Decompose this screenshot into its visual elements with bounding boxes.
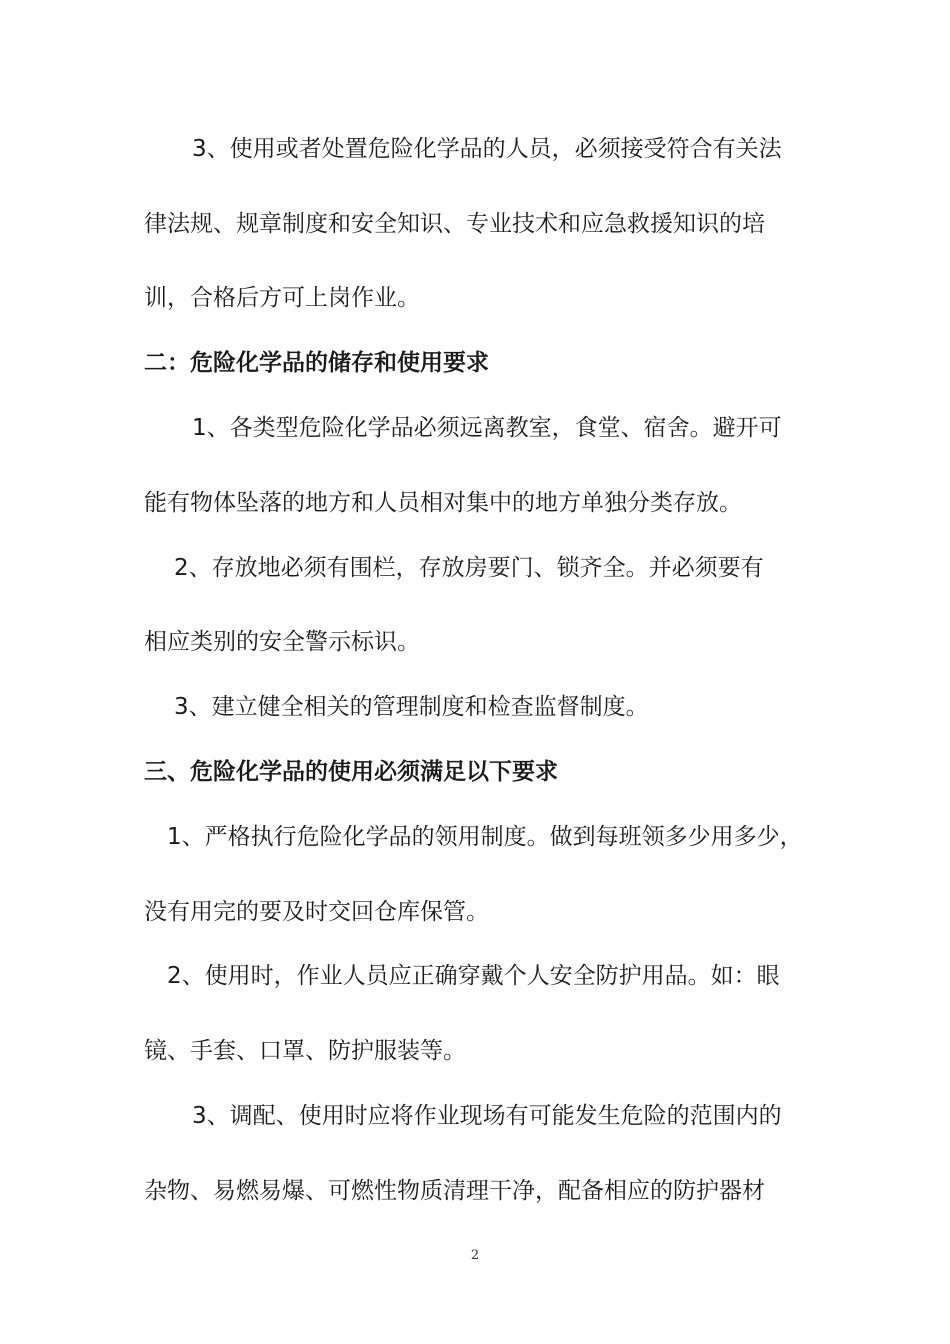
paragraph-line: 训，合格后方可上岗作业。 <box>144 285 420 311</box>
paragraph-line: 律法规、规章制度和安全知识、专业技术和应急救援知识的培 <box>144 211 765 237</box>
paragraph-line: 2、使用时，作业人员应正确穿戴个人安全防护用品。如：眼 <box>167 963 780 989</box>
paragraph-line: 1、各类型危险化学品必须远离教室，食堂、宿舍。避开可 <box>192 415 782 441</box>
paragraph-line: 3、使用或者处置危险化学品的人员，必须接受符合有关法 <box>192 136 782 162</box>
paragraph-line: 1、严格执行危险化学品的领用制度。做到每班领多少用多少， <box>167 824 803 850</box>
paragraph-line: 没有用完的要及时交回仓库保管。 <box>144 899 489 925</box>
paragraph-line: 3、建立健全相关的管理制度和检查监督制度。 <box>174 694 649 720</box>
paragraph-line: 镜、手套、口罩、防护服装等。 <box>144 1038 466 1064</box>
paragraph-line: 3、调配、使用时应将作业现场有可能发生危险的范围内的 <box>192 1103 782 1129</box>
paragraph-line: 相应类别的安全警示标识。 <box>144 629 420 655</box>
section-heading: 二：危险化学品的储存和使用要求 <box>144 350 489 376</box>
paragraph-line: 杂物、易燃易爆、可燃性物质清理干净，配备相应的防护器材 <box>144 1178 765 1204</box>
page-number: 2 <box>470 1248 480 1263</box>
paragraph-line: 2、存放地必须有围栏，存放房要门、锁齐全。并必须要有 <box>174 555 764 581</box>
section-heading: 三、危险化学品的使用必须满足以下要求 <box>144 759 558 785</box>
paragraph-line: 能有物体坠落的地方和人员相对集中的地方单独分类存放。 <box>144 490 742 516</box>
